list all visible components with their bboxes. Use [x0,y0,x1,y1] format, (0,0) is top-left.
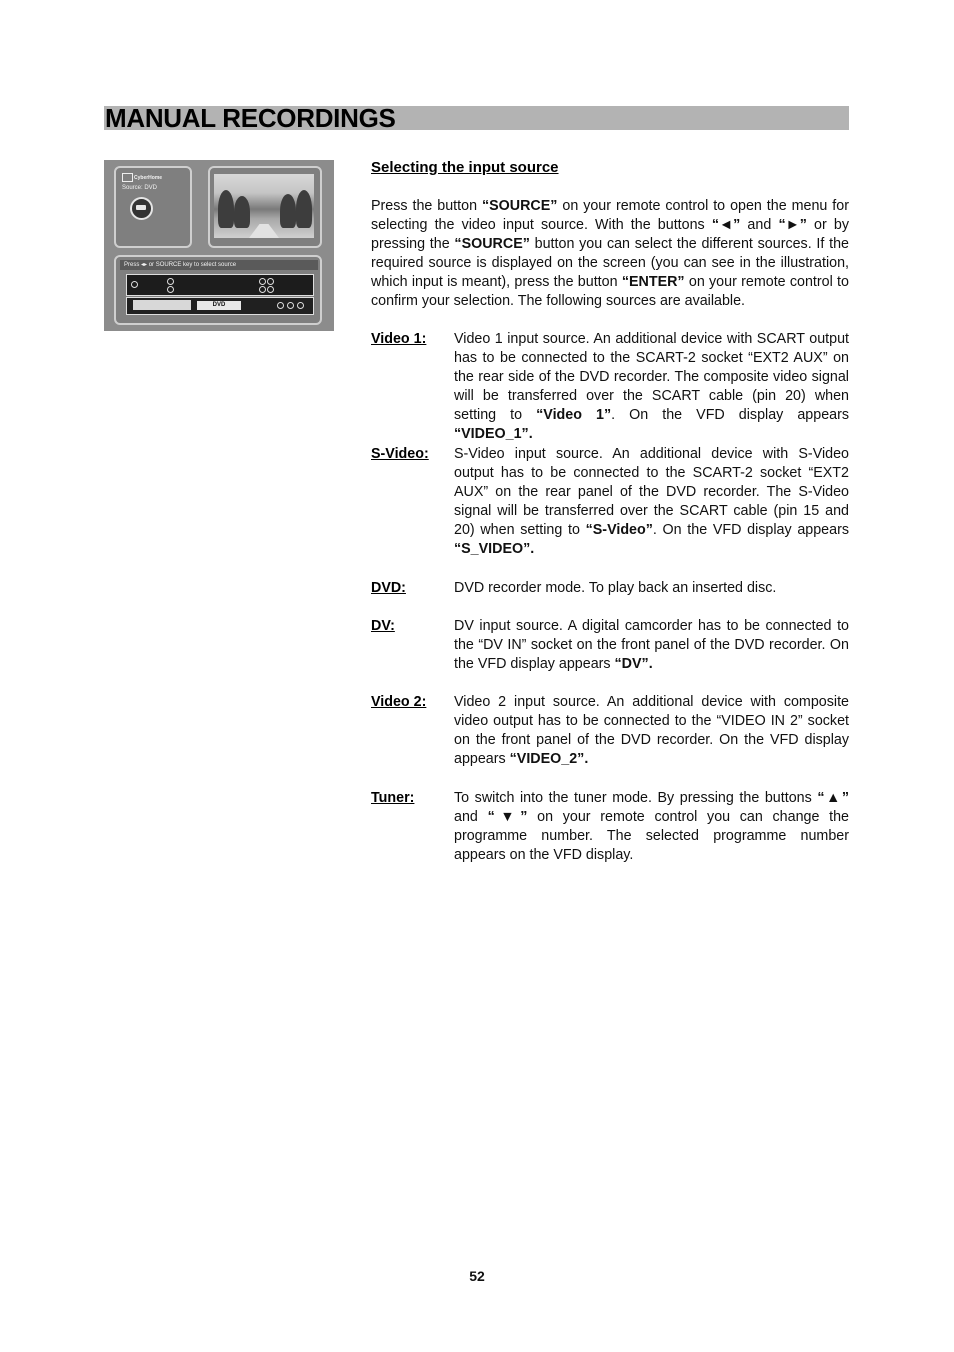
text-run: S-Video input source. An additional device with S-Video output has to be connected to the SCART-2 socket “EXT2 AUX” on the rear panel of the DVD recorder. The S-Video signal will be transferred over the SCART cable (pin 15 and 20) when setting to [454,446,849,539]
text-bold: “S-Video” [585,522,653,539]
desc-dvd [454,579,849,598]
page-title: MANUAL RECORDINGS [105,103,396,133]
intro-paragraph [371,197,849,312]
recorder-front-icon [126,274,314,296]
source-menu-illustration [104,160,334,331]
text-run: and [454,809,488,826]
dot-icon [259,278,266,285]
text-bold: “►” [778,217,807,234]
tree-shape [296,190,312,228]
tree-shape [218,190,234,228]
section-heading: Selecting the input source [371,159,559,176]
text-run: on your remote control to confirm your selection. The following sources are available. [371,274,849,310]
text-bold: “DV”. [614,656,653,673]
text-bold: “VIDEO_2”. [509,751,589,768]
text-run: . On the VFD display appears [611,407,850,424]
dvd-source-icon [130,197,153,220]
term-s-video: S-Video: [371,446,429,462]
dot-icon [297,302,304,309]
desc-s-video [454,445,849,560]
dot-icon [267,286,274,293]
preview-image [214,174,314,238]
text-bold: “SOURCE” [454,236,530,253]
term-tuner: Tuner: [371,790,415,806]
source-label: Source: DVD [122,185,158,191]
dot-icon [287,302,294,309]
text-bold: “S_VIDEO”. [454,541,535,558]
text-bold: “▼” [487,809,528,826]
text-run: . On the VFD display appears [652,522,849,539]
dot-icon [167,278,174,285]
term-video-2: Video 2: [371,694,427,710]
text-run: button you can select the different sources. If the required source is displayed on the screen (you can see in the illustration, which input is meant), press the button [371,236,849,291]
disc-tray-icon [133,300,191,310]
text-run: Video 1 input source. An additional device with SCART output has to be connected to the SCART-2 socket “EXT2 AUX” on the rear side of the DVD recorder. The composite video signal will be transferred over the SCART cable (pin 20) when setting to [454,331,849,424]
term-video-1: Video 1: [371,331,427,347]
text-run: on your remote control to open the menu for selecting the video input source. With the buttons [371,198,849,234]
text-run: To switch into the tuner mode. By pressing the buttons [454,790,818,806]
device-panel [114,255,322,325]
text-bold: “ENTER” [621,274,685,291]
dot-icon [277,302,284,309]
dot-icon [131,281,138,288]
tree-shape [280,194,296,228]
dot-icon [267,278,274,285]
text-bold: “▲” [817,790,849,806]
text-run: DVD recorder mode. To play back an inserted disc. [454,580,777,596]
recorder-display-icon [126,297,314,315]
desc-dv [454,617,849,674]
logo-icon [122,173,133,182]
text-bold: “VIDEO_1”. [454,426,533,443]
tree-shape [234,196,250,228]
desc-video-2 [454,693,849,769]
text-run: Video 2 input source. An additional device with composite video output has to be connected to the “VIDEO IN 2” socket on the front panel of the DVD recorder. On the VFD display appears [454,694,849,768]
road-shape [249,224,279,238]
text-bold: “◄” [711,217,741,234]
text-run: Press the button [371,198,482,214]
desc-video-1 [454,330,849,445]
text-run: on your remote control you can change the programme number. The selected programme number appears on the VFD display. [454,809,850,864]
source-menu-panel [114,166,192,248]
page-number: 52 [469,1268,485,1284]
dot-icon [259,286,266,293]
text-run: DV input source. A digital camcorder has to be connected to the “DV IN” socket on the front panel of the DVD recorder. On the VFD display appears [454,618,849,673]
preview-panel [208,166,322,248]
dot-icon [167,286,174,293]
logo-text: CyberHome [134,175,163,181]
vfd-display: DVD [197,301,241,310]
press-hint: Press ◂▸ or SOURCE key to select source [120,260,318,270]
text-run: or by pressing the [371,217,849,253]
term-dv: DV: [371,618,395,634]
text-run: and [740,217,779,234]
text-bold: “SOURCE” [481,198,558,214]
text-bold: “Video 1” [536,407,612,424]
desc-tuner [454,789,849,865]
term-dvd: DVD: [371,580,406,596]
